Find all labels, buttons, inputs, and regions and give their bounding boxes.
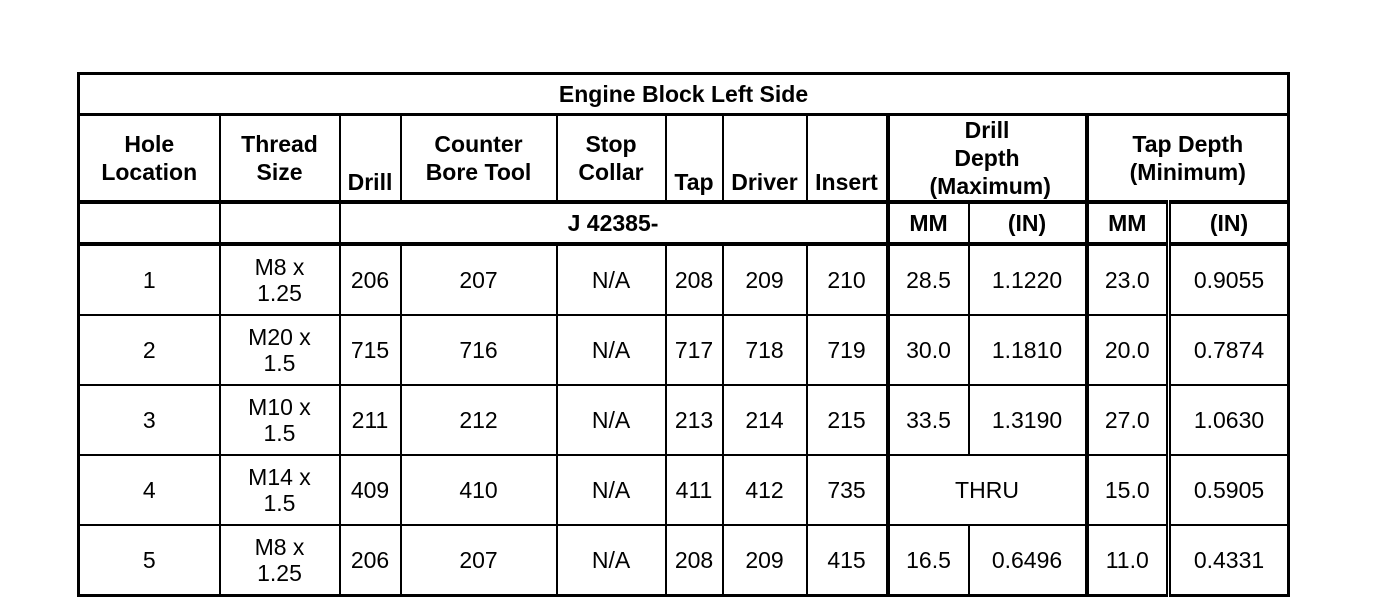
cell-drill-depth-thru: THRU <box>888 455 1087 525</box>
table-title: Engine Block Left Side <box>79 74 1289 115</box>
cell-insert: 215 <box>807 385 888 455</box>
cell-tap-mm: 15.0 <box>1087 455 1169 525</box>
cell-insert: 719 <box>807 315 888 385</box>
cell-drill-mm: 30.0 <box>888 315 969 385</box>
cell-tap: 717 <box>666 315 723 385</box>
cell-hole: 5 <box>79 525 220 596</box>
header-driver: Driver <box>723 115 807 203</box>
cell-drill: 206 <box>340 525 401 596</box>
table-row <box>79 315 1289 385</box>
cell-tap-mm: 23.0 <box>1087 244 1169 315</box>
cell-driver: 209 <box>723 244 807 315</box>
cell-drill-mm: 33.5 <box>888 385 969 455</box>
header-tap: Tap <box>666 115 723 203</box>
cell-driver: 718 <box>723 315 807 385</box>
cell-tap: 213 <box>666 385 723 455</box>
cell-tap: 411 <box>666 455 723 525</box>
header-tap-depth: Tap Depth (Minimum) <box>1087 115 1289 203</box>
cell-tap-in: 0.7874 <box>1169 315 1289 385</box>
tap-depth-in-label: (IN) <box>1169 202 1289 244</box>
drill-depth-mm-label: MM <box>888 202 969 244</box>
cell-tap-mm: 11.0 <box>1087 525 1169 596</box>
cell-counter-bore: 212 <box>401 385 557 455</box>
subheader-blank-thread <box>220 202 340 244</box>
cell-hole: 2 <box>79 315 220 385</box>
cell-hole: 3 <box>79 385 220 455</box>
cell-drill-in: 1.1220 <box>969 244 1087 315</box>
cell-drill: 409 <box>340 455 401 525</box>
header-stop-collar: Stop Collar <box>557 115 666 203</box>
cell-tap: 208 <box>666 525 723 596</box>
header-drill: Drill <box>340 115 401 203</box>
header-insert: Insert <box>807 115 888 203</box>
table-row <box>79 244 1289 315</box>
drill-depth-in-label: (IN) <box>969 202 1087 244</box>
cell-hole: 1 <box>79 244 220 315</box>
cell-drill-in: 1.1810 <box>969 315 1087 385</box>
cell-stop-collar: N/A <box>557 455 666 525</box>
cell-driver: 412 <box>723 455 807 525</box>
cell-tap-in: 0.5905 <box>1169 455 1289 525</box>
engine-block-spec-table <box>77 72 1290 597</box>
cell-insert: 415 <box>807 525 888 596</box>
cell-driver: 214 <box>723 385 807 455</box>
cell-drill: 206 <box>340 244 401 315</box>
table-row <box>79 385 1289 455</box>
cell-insert: 735 <box>807 455 888 525</box>
cell-drill: 715 <box>340 315 401 385</box>
cell-stop-collar: N/A <box>557 315 666 385</box>
cell-counter-bore: 207 <box>401 244 557 315</box>
cell-tap-mm: 20.0 <box>1087 315 1169 385</box>
cell-tap-mm: 27.0 <box>1087 385 1169 455</box>
header-thread-size: Thread Size <box>220 115 340 203</box>
cell-drill-in: 1.3190 <box>969 385 1087 455</box>
table-row <box>79 525 1289 596</box>
cell-drill-mm: 16.5 <box>888 525 969 596</box>
cell-tap: 208 <box>666 244 723 315</box>
cell-thread: M8 x 1.25 <box>220 525 340 596</box>
cell-tap-in: 0.4331 <box>1169 525 1289 596</box>
cell-tap-in: 1.0630 <box>1169 385 1289 455</box>
cell-thread: M14 x 1.5 <box>220 455 340 525</box>
cell-tap-in: 0.9055 <box>1169 244 1289 315</box>
cell-drill: 211 <box>340 385 401 455</box>
cell-thread: M20 x 1.5 <box>220 315 340 385</box>
cell-driver: 209 <box>723 525 807 596</box>
header-drill-depth: Drill Depth (Maximum) <box>888 115 1087 203</box>
header-counter-bore-tool: Counter Bore Tool <box>401 115 557 203</box>
cell-stop-collar: N/A <box>557 385 666 455</box>
tap-depth-mm-label: MM <box>1087 202 1169 244</box>
subheader-blank-hole <box>79 202 220 244</box>
cell-drill-in: 0.6496 <box>969 525 1087 596</box>
header-hole-location: Hole Location <box>79 115 220 203</box>
cell-hole: 4 <box>79 455 220 525</box>
cell-thread: M10 x 1.5 <box>220 385 340 455</box>
cell-drill-mm: 28.5 <box>888 244 969 315</box>
table-row <box>79 455 1289 525</box>
cell-counter-bore: 410 <box>401 455 557 525</box>
cell-thread: M8 x 1.25 <box>220 244 340 315</box>
cell-stop-collar: N/A <box>557 244 666 315</box>
cell-stop-collar: N/A <box>557 525 666 596</box>
cell-counter-bore: 716 <box>401 315 557 385</box>
tool-number-prefix: J 42385- <box>340 202 888 244</box>
cell-counter-bore: 207 <box>401 525 557 596</box>
cell-insert: 210 <box>807 244 888 315</box>
